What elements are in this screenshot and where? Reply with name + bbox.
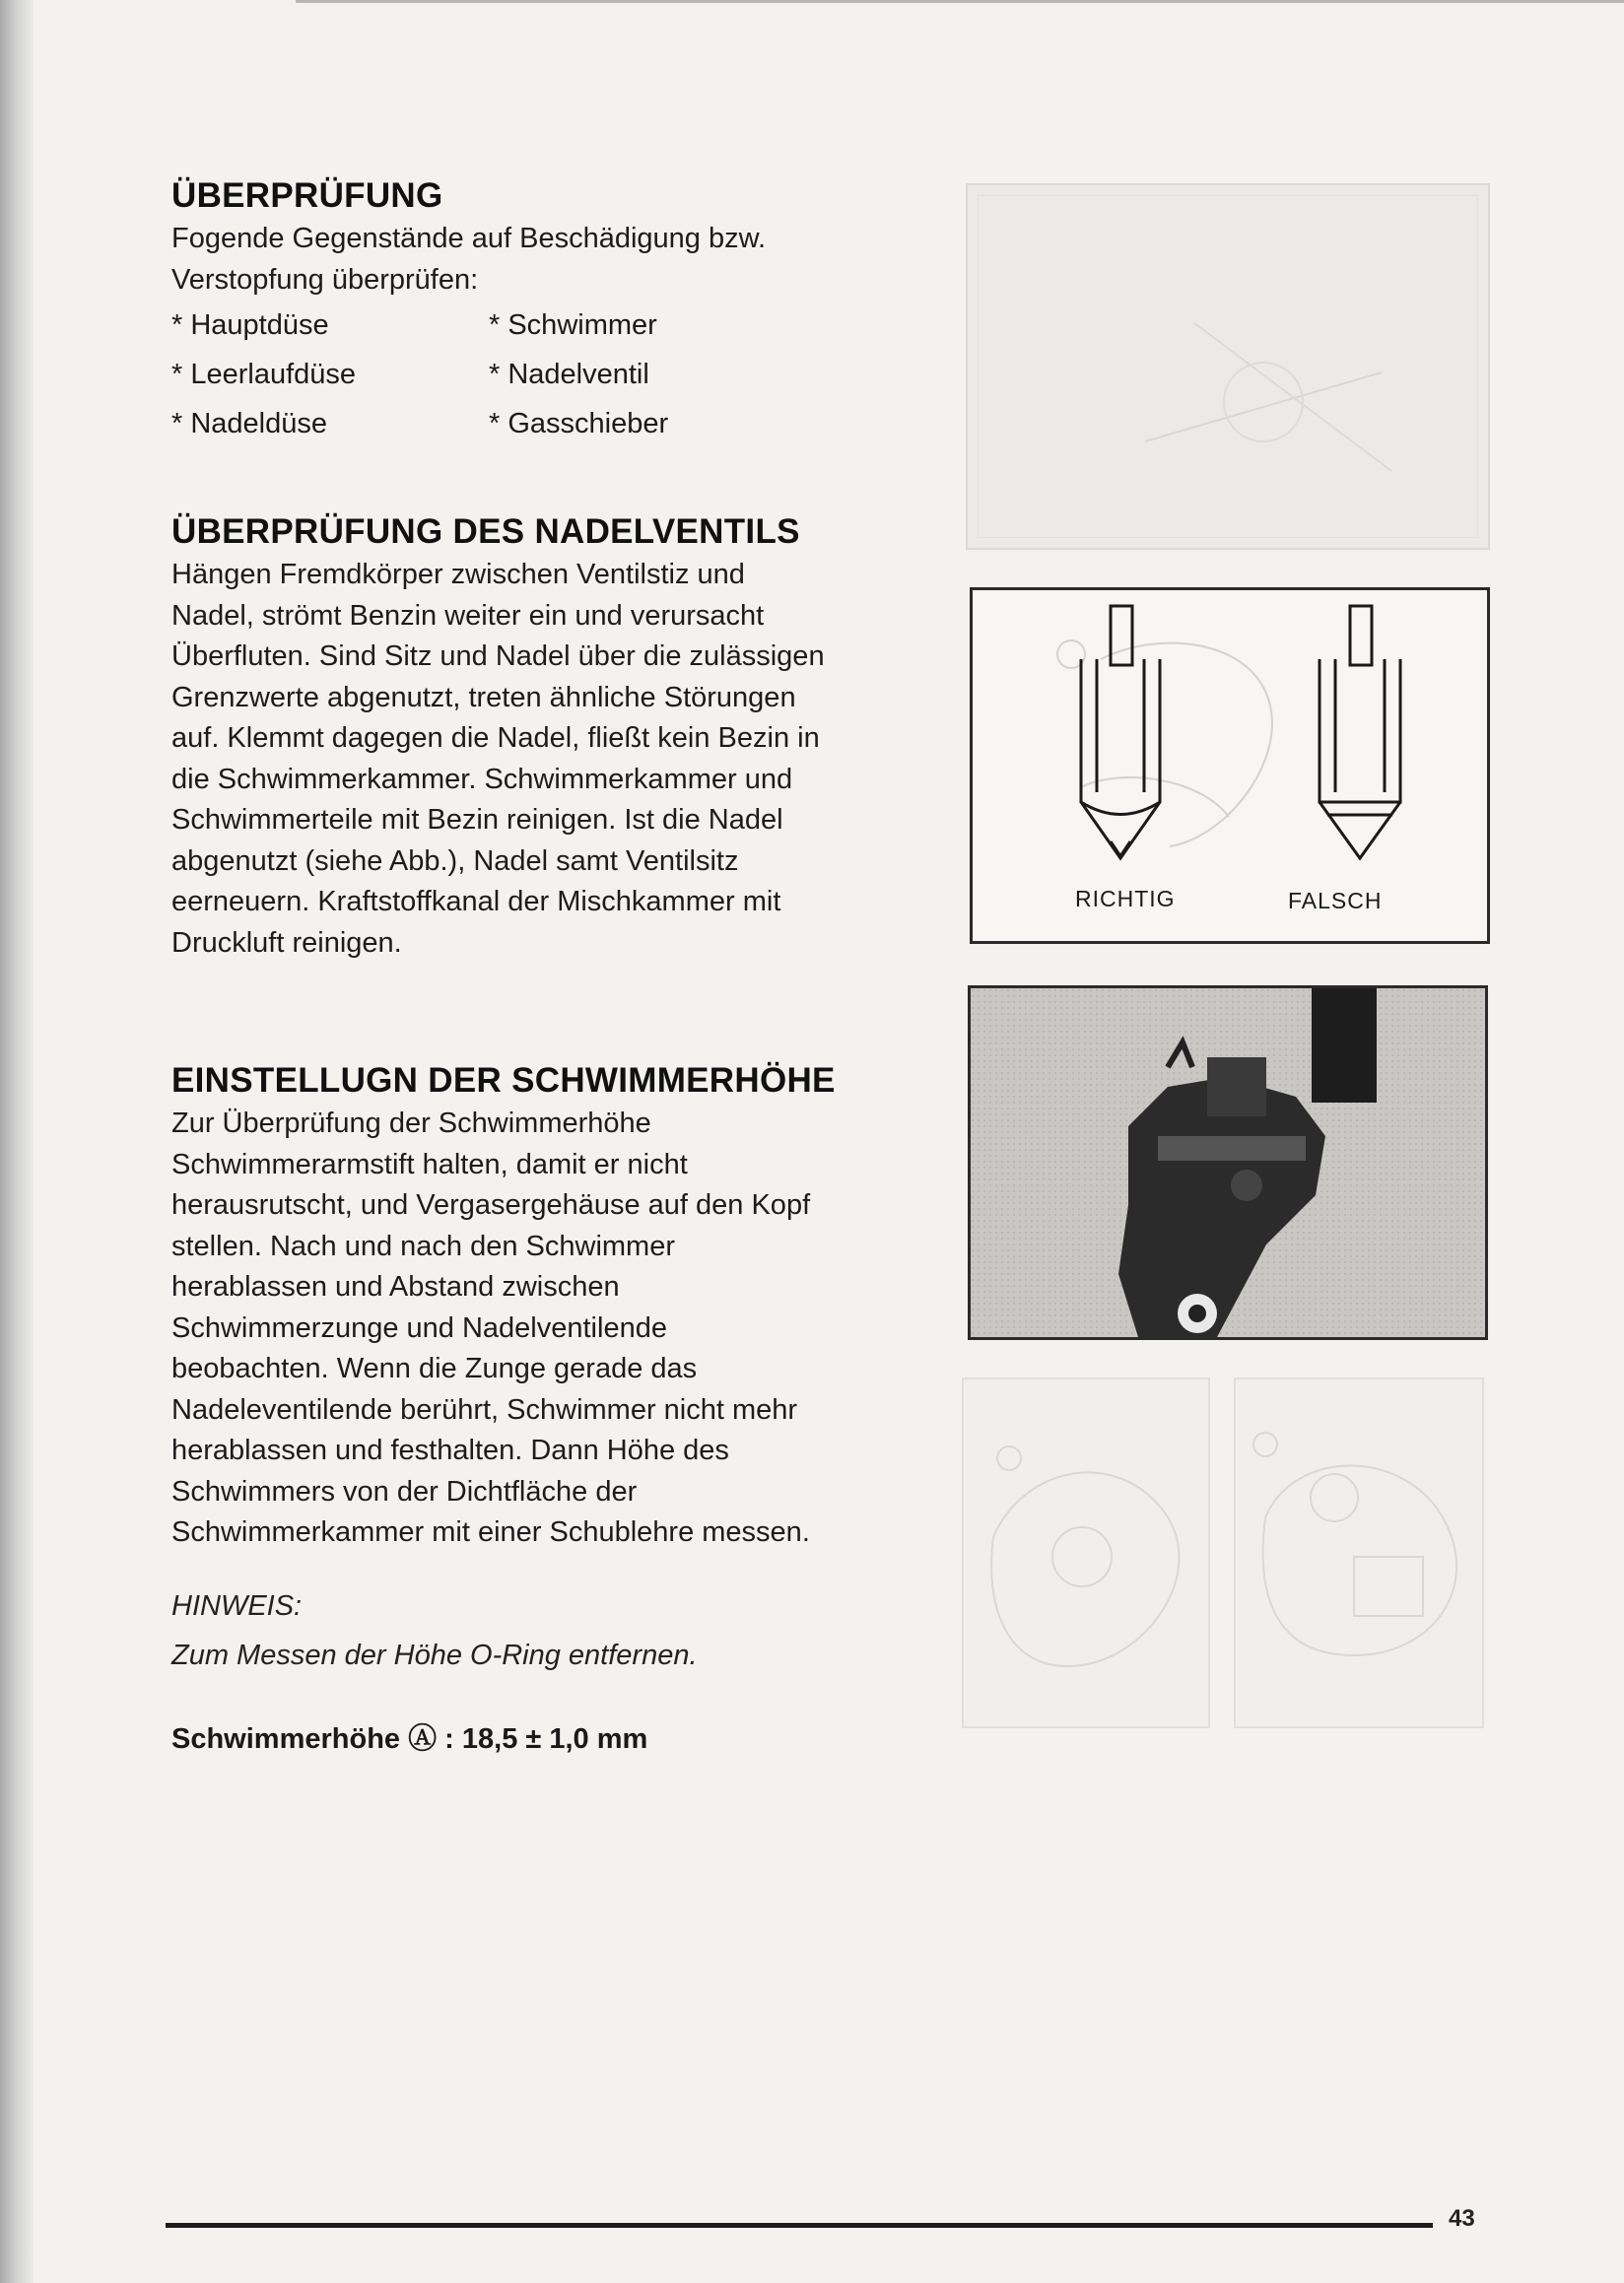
paragraph-line: Schwimmerzunge und Nadelventilende <box>171 1311 667 1344</box>
paragraph-line: die Schwimmerkammer. Schwimmerkammer und <box>171 763 793 795</box>
note-text: Zum Messen der Höhe O-Ring entfernen. <box>171 1639 698 1671</box>
figure-faint-drawing-right <box>1234 1377 1484 1728</box>
paragraph-line: Schwimmerteile mit Bezin reinigen. Ist die Nadel <box>171 804 783 836</box>
paragraph-line: herausrutscht, und Vergasergehäuse auf den Kopf <box>171 1189 811 1221</box>
text-column <box>171 173 940 1759</box>
paragraph-line: Überfluten. Sind Sitz und Nadel über die zulässigen <box>171 640 825 672</box>
label-wrong: FALSCH <box>1288 888 1383 913</box>
paragraph-line: Grenzwerte abgenutzt, treten ähnliche Störungen <box>171 681 796 713</box>
carburetor-photo-image <box>971 988 1485 1337</box>
figure-carburetor-photo <box>968 985 1488 1340</box>
paragraph-line: herablassen und festhalten. Dann Höhe des <box>171 1435 729 1466</box>
section-inspection <box>171 173 940 448</box>
section-heading-float-height: EINSTELLUGN DER SCHWIMMERHÖHE <box>171 1061 836 1100</box>
needle-valve-drawing <box>973 590 1487 941</box>
paragraph-line: Hängen Fremdkörper zwischen Ventilstiz und <box>171 559 745 590</box>
binding-shadow <box>0 0 34 2283</box>
part-item: * Gasschieber <box>489 408 669 439</box>
label-correct: RICHTIG <box>1075 886 1176 911</box>
needle-worn <box>1320 606 1400 858</box>
paragraph-line: beobachten. Wenn die Zunge gerade das <box>171 1353 698 1384</box>
part-item: * Schwimmer <box>489 309 657 341</box>
float-height-spec: Schwimmerhöhe Ⓐ : 18,5 ± 1,0 mm <box>171 1722 648 1755</box>
top-edge-line <box>296 0 1624 3</box>
parts-list <box>171 301 940 448</box>
paragraph-line: Schwimmerkammer mit einer Schublehre messen. <box>171 1516 810 1548</box>
footer-rule <box>166 2223 1433 2228</box>
faded-photo-sketch <box>968 185 1488 548</box>
figure-faint-drawing-left <box>962 1377 1210 1728</box>
intro-line-2: Verstopfung überprüfen: <box>171 263 479 296</box>
part-item: * Nadelventil <box>489 359 649 390</box>
figure-faded-photo <box>966 183 1490 550</box>
figure-needle-valve <box>970 587 1490 944</box>
paragraph-line: Nadel, strömt Benzin weiter ein und verursacht <box>171 599 765 632</box>
paragraph-line: Nadeleventilende berührt, Schwimmer nicht mehr <box>171 1393 798 1426</box>
paragraph-line: Schwimmers von der Dichtfläche der <box>171 1475 638 1508</box>
part-item: * Nadeldüse <box>171 408 327 439</box>
note-label: HINWEIS: <box>171 1589 303 1622</box>
paragraph-line: stellen. Nach und nach den Schwimmer <box>171 1230 675 1262</box>
faint-drawing-right-image <box>1236 1379 1482 1726</box>
paragraph-line: Druckluft reinigen. <box>171 926 402 959</box>
part-item: * Hauptdüse <box>171 309 329 341</box>
page-number: 43 <box>1449 2205 1475 2232</box>
paragraph-line: eerneuern. Kraftstoffkanal der Mischkammer mit <box>171 886 781 917</box>
section-heading-inspection: ÜBERPRÜFUNG <box>171 176 443 215</box>
paragraph-line: Zur Überprüfung der Schwimmerhöhe <box>171 1108 651 1139</box>
faint-drawing-left-image <box>964 1379 1208 1726</box>
paragraph-line: herablassen und Abstand zwischen <box>171 1271 620 1303</box>
paragraph-line: auf. Klemmt dagegen die Nadel, fließt kein Bezin in <box>171 722 820 754</box>
section-needle-valve <box>171 509 940 964</box>
paragraph-line: Schwimmerarmstift halten, damit er nicht <box>171 1148 688 1180</box>
intro-line-1: Fogende Gegenstände auf Beschädigung bzw. <box>171 223 767 254</box>
part-item: * Leerlaufdüse <box>171 359 357 390</box>
section-heading-needle-valve: ÜBERPRÜFUNG DES NADELVENTILS <box>171 512 800 551</box>
paragraph-line: abgenutzt (siehe Abb.), Nadel samt Ventilsitz <box>171 844 739 877</box>
section-float-height <box>171 1058 940 1759</box>
